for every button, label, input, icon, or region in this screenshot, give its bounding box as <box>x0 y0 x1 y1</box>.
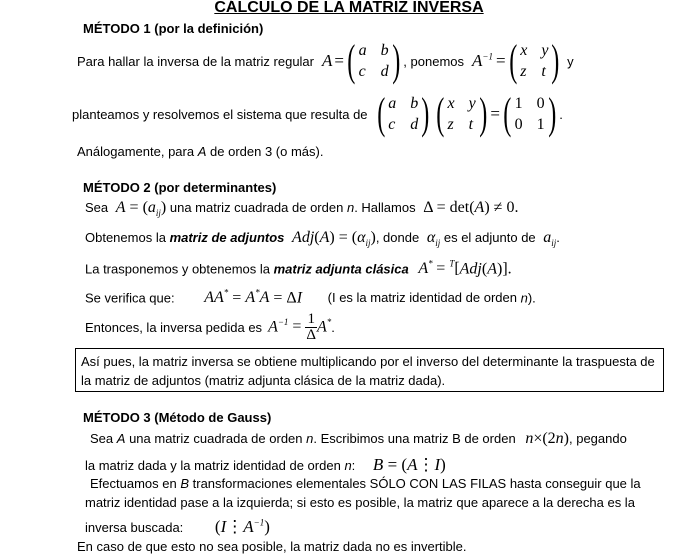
matrix-inverse: ( x y z t ) <box>508 36 560 85</box>
method-3-line-4: matriz identidad pase a la izquierda; si esto es posible, la matriz que aparece a la derecha es la <box>85 495 635 510</box>
method-2-line-1: Sea $A = (a_{ij})$ una matriz cuadrada de orden n. Hallamos Δ = det(A) ≠ 0. <box>85 199 519 219</box>
method-2-line-2: Obtenemos la matriz de adjuntos $Adj(A) = (\alpha_{ij})$, donde $\alpha_{ij}$ es el adjunto de $a_{ij}$. <box>85 229 560 249</box>
matrix-a-entries: a b c d <box>358 42 389 80</box>
summary-box: Así pues, la matriz inversa se obtiene multiplicando por el inverso del determinante la traspuesta de la matriz de adjuntos (matriz adjunta clásica de la matriz dada). <box>75 348 664 392</box>
symbol-a: A <box>322 51 333 70</box>
matrix-a: ( a b c d ) <box>347 36 400 85</box>
method-3-line-1: Sea A una matriz cuadrada de orden n. Escribimos una matriz B de orden n×(2n), pegando <box>90 430 627 447</box>
method-2-line-3: La trasponemos y obtenemos la matriz adjunta clásica A* = $^T$[Adj(A)]. <box>85 259 512 278</box>
matrix-product-left: ( a b c d ) ( x y z t ) <box>376 89 488 138</box>
page-title: CÁLCULO DE LA MATRIZ INVERSA <box>214 0 484 16</box>
method-1-line-3: Análogamente, para A de orden 3 (o más). <box>77 144 324 159</box>
method-3-line-5: inversa buscada: $(I⋮A^{-1})$ <box>85 517 270 536</box>
method-1-line-2: planteamos y resolvemos el sistema que resulta de ( a b c d ) ( x y z t ) = ( 1 0 0 1 ) . <box>72 89 563 138</box>
method-2-heading: MÉTODO 2 (por determinantes) <box>83 180 277 195</box>
method-3-line-3: Efectuamos en B transformaciones elementales SÓLO CON LAS FILAS hasta conseguir que la <box>90 476 641 491</box>
fraction-one-over-delta: $\frac{1}{\Delta}$ <box>306 310 317 343</box>
method-2-line-4: Se verifica que: AA* = A*A = ΔI (I es la matriz identidad de orden n). <box>85 288 536 307</box>
method-3-line-2: la matriz dada y la matriz identidad de orden n: B = (A⋮I) <box>85 455 446 474</box>
symbol-a-inverse: $A^{-1}$ <box>472 51 493 70</box>
method-1-line-1: Para hallar la inversa de la matriz regular A = ( a b c d ) , ponemos $A^{-1}$ = ( x y z t ) y <box>77 36 574 85</box>
method-1-heading: MÉTODO 1 (por la definición) <box>83 21 264 36</box>
method-3-line-6: En caso de que esto no sea posible, la matriz dada no es invertible. <box>77 539 467 554</box>
method-3-heading: MÉTODO 3 (Método de Gauss) <box>83 410 272 425</box>
method-2-line-5: Entonces, la inversa pedida es $A^{-1}$ = $\frac{1}{\Delta}$ A* . <box>85 310 335 343</box>
matrix-identity: ( 1 0 0 1 ) <box>503 89 556 138</box>
